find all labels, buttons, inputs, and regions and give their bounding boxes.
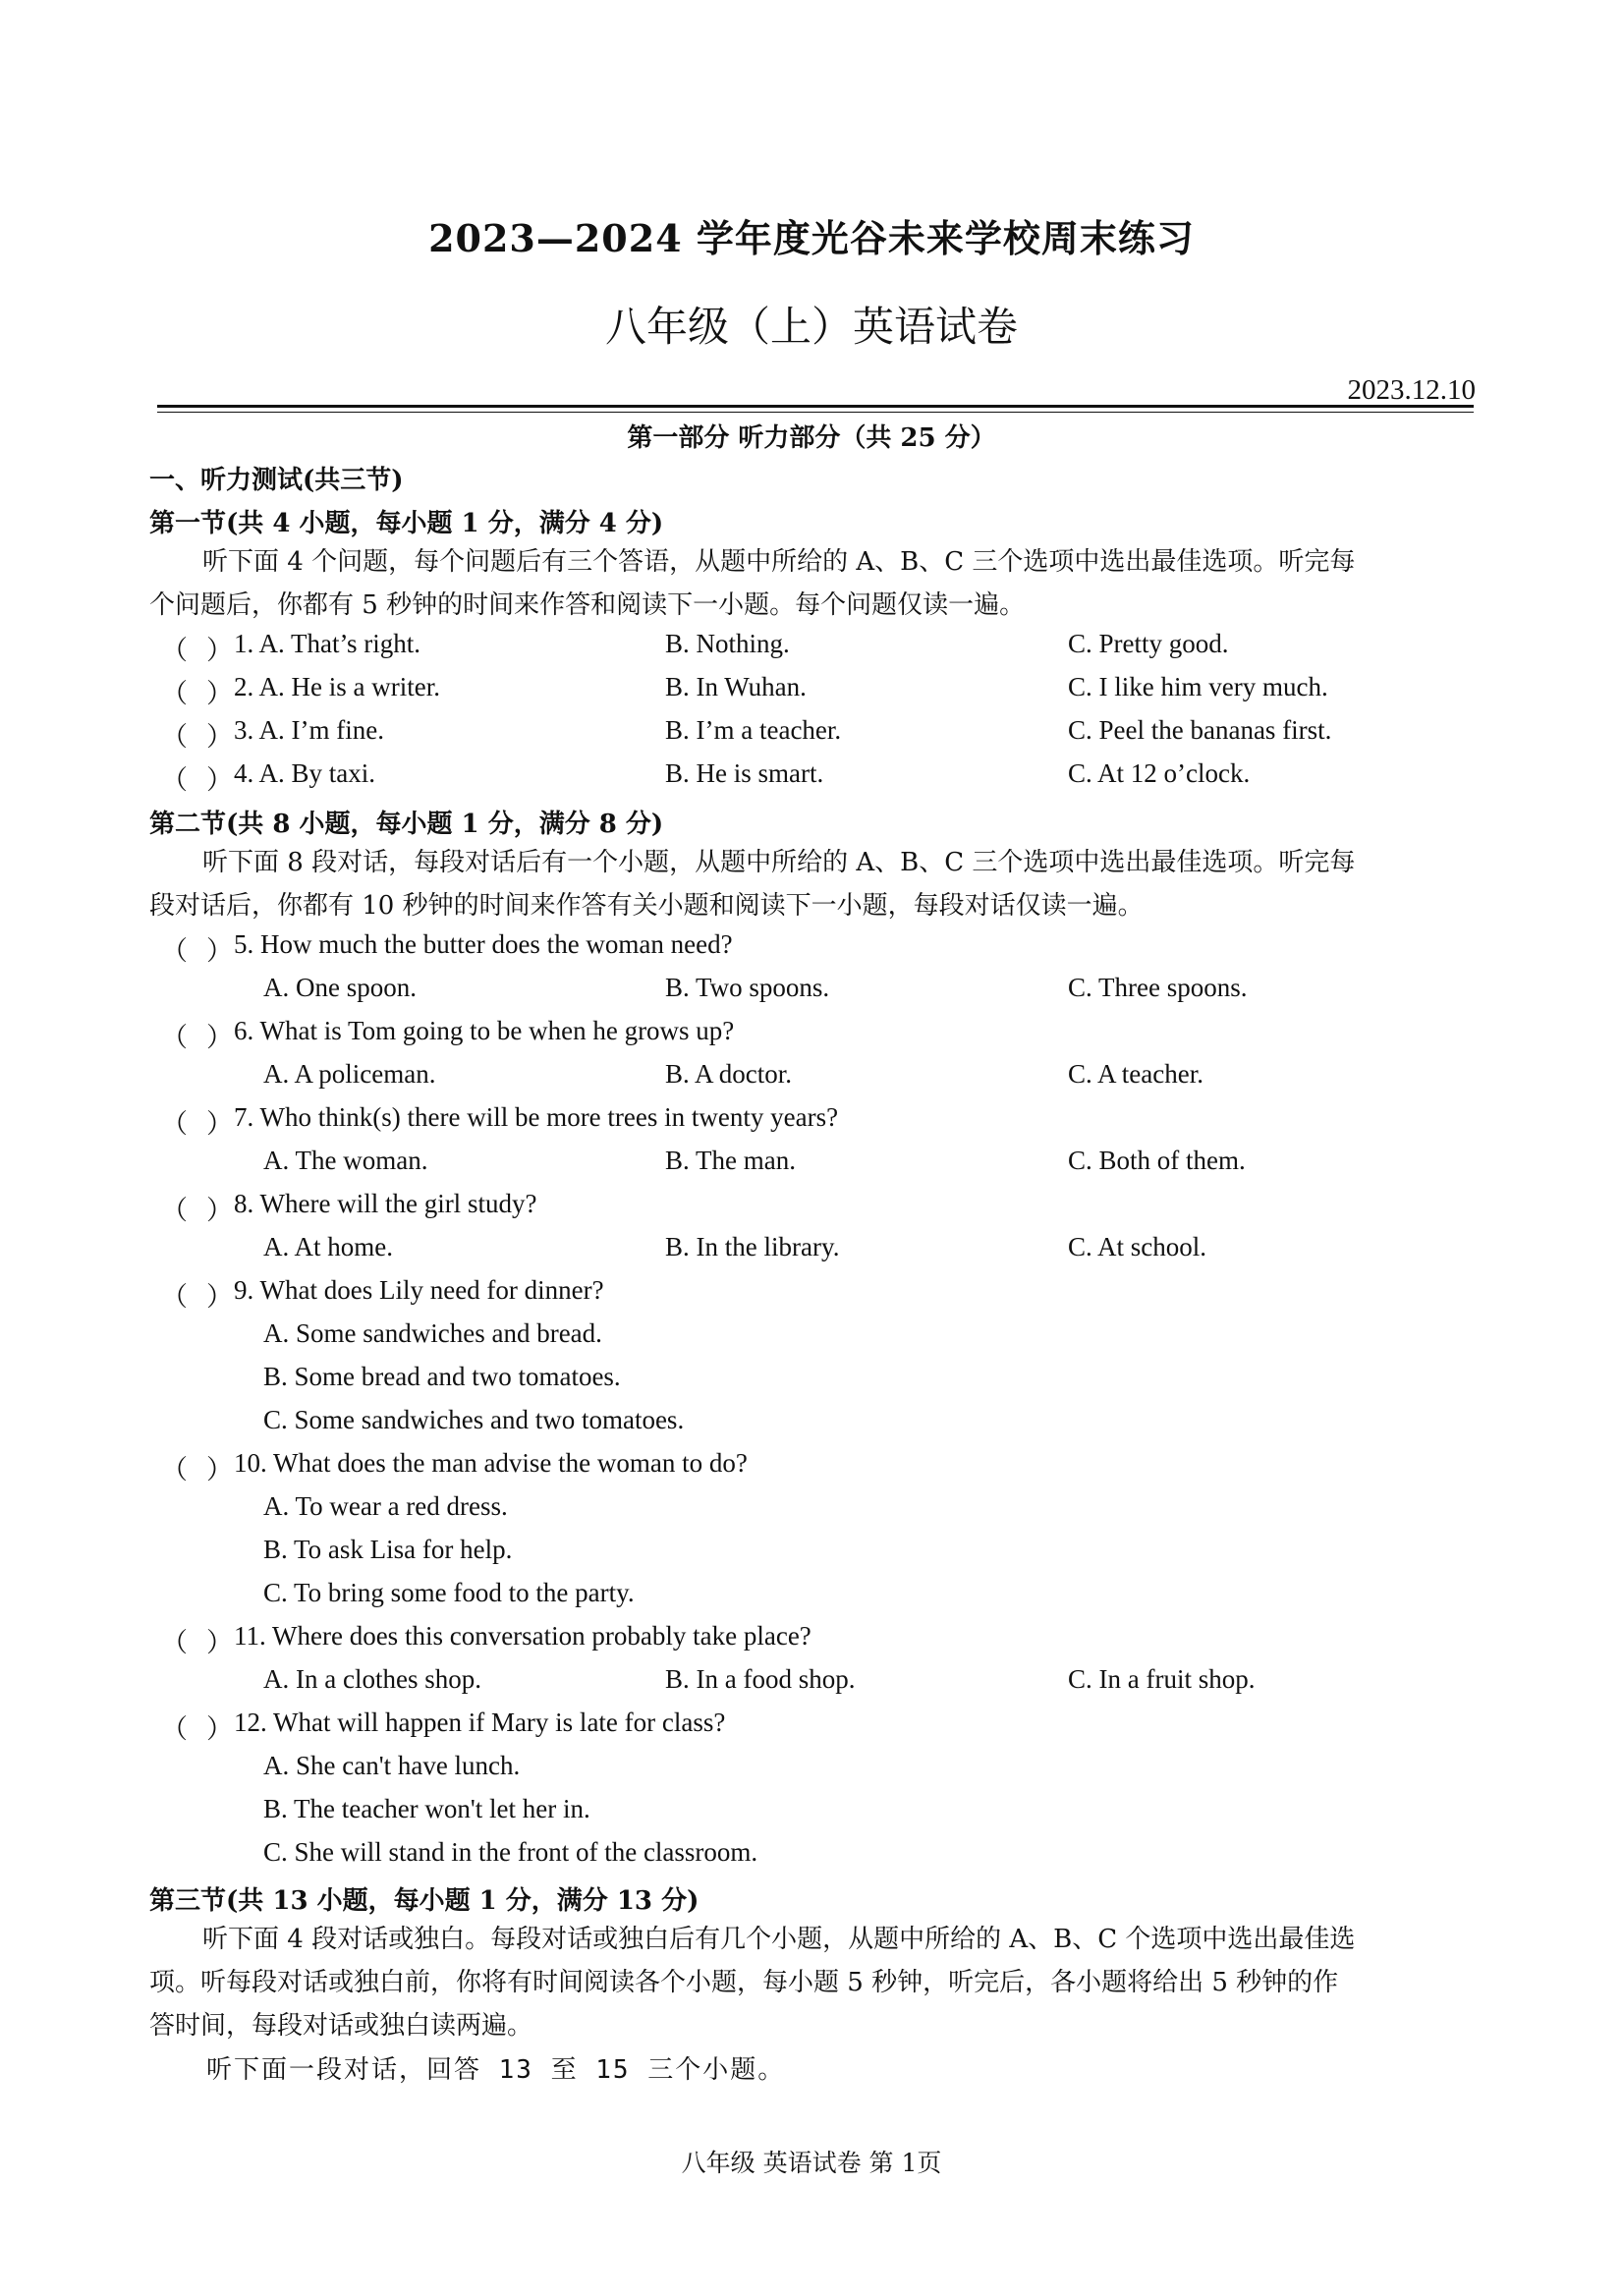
sec3-instr-line2: 项。听每段对话或独白前，你将有时间阅读各个小题，每小题 5 秒钟，听完后，各小题将给出 5 秒钟的作	[149, 1968, 1339, 1997]
q4-option-c: C. At 12 o’clock.	[1068, 758, 1251, 788]
q3-option-c: C. Peel the bananas first.	[1068, 715, 1332, 745]
answer-paren-close: ）	[206, 1455, 233, 1484]
sec2-heading: 第二节(共 8 小题，每小题 1 分，满分 8 分)	[149, 810, 664, 839]
answer-paren-open: （	[161, 1714, 188, 1744]
options-row	[149, 1491, 1485, 1535]
part-title: 第一部分 听力部分（共 25 分）	[627, 423, 996, 453]
q10-option-c: C. To bring some food to the party.	[263, 1578, 635, 1607]
q1-option-b: B. Nothing.	[665, 629, 790, 658]
answer-paren-close: ）	[206, 679, 233, 708]
question-row	[149, 1189, 1485, 1232]
q12-option-c: C. She will stand in the front of the classroom.	[263, 1837, 758, 1867]
q1-option-a: 1. A. That’s right.	[234, 629, 421, 658]
answer-paren-close: ）	[206, 1196, 233, 1225]
q10-option-b: B. To ask Lisa for help.	[263, 1535, 513, 1564]
answer-paren-open: （	[161, 1455, 188, 1484]
answer-paren-open: （	[161, 1023, 188, 1052]
q11-option-c: C. In a fruit shop.	[1068, 1664, 1256, 1694]
q11-stem: 11. Where does this conversation probably take place?	[234, 1621, 812, 1651]
q6-option-a: A. A policeman.	[263, 1059, 436, 1089]
question-row	[149, 672, 1485, 715]
question-row	[149, 1621, 1485, 1664]
options-row	[149, 1751, 1485, 1794]
q4-option-a: 4. A. By taxi.	[234, 758, 376, 788]
q4-option-b: B. He is smart.	[665, 758, 824, 788]
q6-stem: 6. What is Tom going to be when he grows up?	[234, 1016, 735, 1045]
options-row	[149, 1535, 1485, 1578]
q8-option-a: A. At home.	[263, 1232, 393, 1261]
answer-paren-open: （	[161, 636, 188, 665]
q10-stem: 10. What does the man advise the woman to do?	[234, 1448, 748, 1478]
answer-paren-open: （	[161, 1628, 188, 1657]
answer-paren-close: ）	[206, 765, 233, 795]
options-row	[149, 973, 1485, 1016]
options-row	[149, 1664, 1485, 1708]
question-row	[149, 1708, 1485, 1751]
question-row	[149, 1102, 1485, 1146]
q7-option-b: B. The man.	[665, 1146, 796, 1175]
exam-subtitle: 八年级（上）英语试卷	[604, 303, 1018, 351]
options-row	[149, 1146, 1485, 1189]
options-row	[149, 1794, 1485, 1837]
answer-paren-close: ）	[206, 636, 233, 665]
q6-option-b: B. A doctor.	[665, 1059, 793, 1089]
sec1-instr-line2: 个问题后，你都有 5 秒钟的时间来作答和阅读下一小题。每个问题仅读一遍。	[149, 590, 1026, 620]
exam-date: 2023.12.10	[1347, 374, 1476, 406]
q5-stem: 5. How much the butter does the woman need?	[234, 929, 733, 959]
q11-option-a: A. In a clothes shop.	[263, 1664, 481, 1694]
answer-paren-open: （	[161, 1282, 188, 1312]
sec3-sub-instruction: 听下面一段对话，回答 13 至 15 三个小题。	[206, 2055, 786, 2085]
question-row	[149, 1275, 1485, 1318]
page-footer: 八年级 英语试卷 第 1页	[681, 2149, 942, 2177]
question-row	[149, 715, 1485, 758]
sec2-instructions	[149, 841, 1485, 927]
question-row	[149, 629, 1485, 672]
sec3-heading: 第三节(共 13 小题，每小题 1 分，满分 13 分)	[149, 1886, 700, 1916]
options-row	[149, 1059, 1485, 1102]
options-row	[149, 1362, 1485, 1405]
answer-paren-open: （	[161, 722, 188, 752]
header-rule-thin	[157, 412, 1474, 413]
question-row	[149, 1016, 1485, 1059]
answer-paren-close: ）	[206, 1628, 233, 1657]
q7-option-c: C. Both of them.	[1068, 1146, 1246, 1175]
sec3-instr-line3: 答时间，每段对话或独白读两遍。	[149, 2011, 533, 2041]
question-row	[149, 1448, 1485, 1491]
q9-option-a: A. Some sandwiches and bread.	[263, 1318, 602, 1348]
answer-paren-open: （	[161, 765, 188, 795]
q1-option-c: C. Pretty good.	[1068, 629, 1229, 658]
q5-option-a: A. One spoon.	[263, 973, 417, 1002]
q5-option-b: B. Two spoons.	[665, 973, 830, 1002]
sec2-instr-line1: 听下面 8 段对话，每段对话后有一个小题，从题中所给的 A、B、C 三个选项中选出最佳选项。听完每	[202, 848, 1356, 877]
sec3-instr-line1: 听下面 4 段对话或独白。每段对话或独白后有几个小题，从题中所给的 A、B、C 个选项中选出最佳选	[202, 1925, 1356, 1954]
q12-option-a: A. She can't have lunch.	[263, 1751, 521, 1780]
q9-option-c: C. Some sandwiches and two tomatoes.	[263, 1405, 685, 1434]
q7-stem: 7. Who think(s) there will be more trees in twenty years?	[234, 1102, 839, 1132]
options-row	[149, 1318, 1485, 1362]
sec3-instructions	[149, 1918, 1485, 2047]
q2-option-c: C. I like him very much.	[1068, 672, 1328, 701]
answer-paren-close: ）	[206, 936, 233, 966]
answer-paren-open: （	[161, 679, 188, 708]
options-row	[149, 1232, 1485, 1275]
answer-paren-close: ）	[206, 1714, 233, 1744]
sec1-heading: 第一节(共 4 小题，每小题 1 分，满分 4 分)	[149, 509, 664, 538]
answer-paren-close: ）	[206, 1282, 233, 1312]
q10-option-a: A. To wear a red dress.	[263, 1491, 508, 1521]
q8-option-b: B. In the library.	[665, 1232, 840, 1261]
section-main-heading: 一、听力测试(共三节)	[149, 466, 404, 495]
sec1-instr-line1: 听下面 4 个问题，每个问题后有三个答语，从题中所给的 A、B、C 三个选项中选出最佳选项。听完每	[202, 547, 1356, 577]
header-rule-thick	[157, 405, 1474, 408]
q9-stem: 9. What does Lily need for dinner?	[234, 1275, 604, 1305]
answer-paren-open: （	[161, 1109, 188, 1139]
q6-option-c: C. A teacher.	[1068, 1059, 1203, 1089]
q7-option-a: A. The woman.	[263, 1146, 428, 1175]
q11-option-b: B. In a food shop.	[665, 1664, 856, 1694]
q12-option-b: B. The teacher won't let her in.	[263, 1794, 590, 1823]
answer-paren-open: （	[161, 1196, 188, 1225]
options-row	[149, 1578, 1485, 1621]
q12-stem: 12. What will happen if Mary is late for class?	[234, 1708, 726, 1737]
answer-paren-close: ）	[206, 1023, 233, 1052]
options-row	[149, 1405, 1485, 1448]
exam-title: 2023—2024 学年度光谷未来学校周末练习	[428, 216, 1195, 260]
answer-paren-close: ）	[206, 722, 233, 752]
q8-option-c: C. At school.	[1068, 1232, 1207, 1261]
q3-option-a: 3. A. I’m fine.	[234, 715, 384, 745]
sec1-instructions	[149, 540, 1485, 627]
question-row	[149, 929, 1485, 973]
options-row	[149, 1837, 1485, 1880]
answer-paren-open: （	[161, 936, 188, 966]
q2-option-a: 2. A. He is a writer.	[234, 672, 440, 701]
q8-stem: 8. Where will the girl study?	[234, 1189, 537, 1218]
question-row	[149, 758, 1485, 802]
q2-option-b: B. In Wuhan.	[665, 672, 807, 701]
q3-option-b: B. I’m a teacher.	[665, 715, 842, 745]
sec2-instr-line2: 段对话后，你都有 10 秒钟的时间来作答有关小题和阅读下一小题，每段对话仅读一遍。	[149, 891, 1144, 921]
q9-option-b: B. Some bread and two tomatoes.	[263, 1362, 621, 1391]
q5-option-c: C. Three spoons.	[1068, 973, 1248, 1002]
answer-paren-close: ）	[206, 1109, 233, 1139]
